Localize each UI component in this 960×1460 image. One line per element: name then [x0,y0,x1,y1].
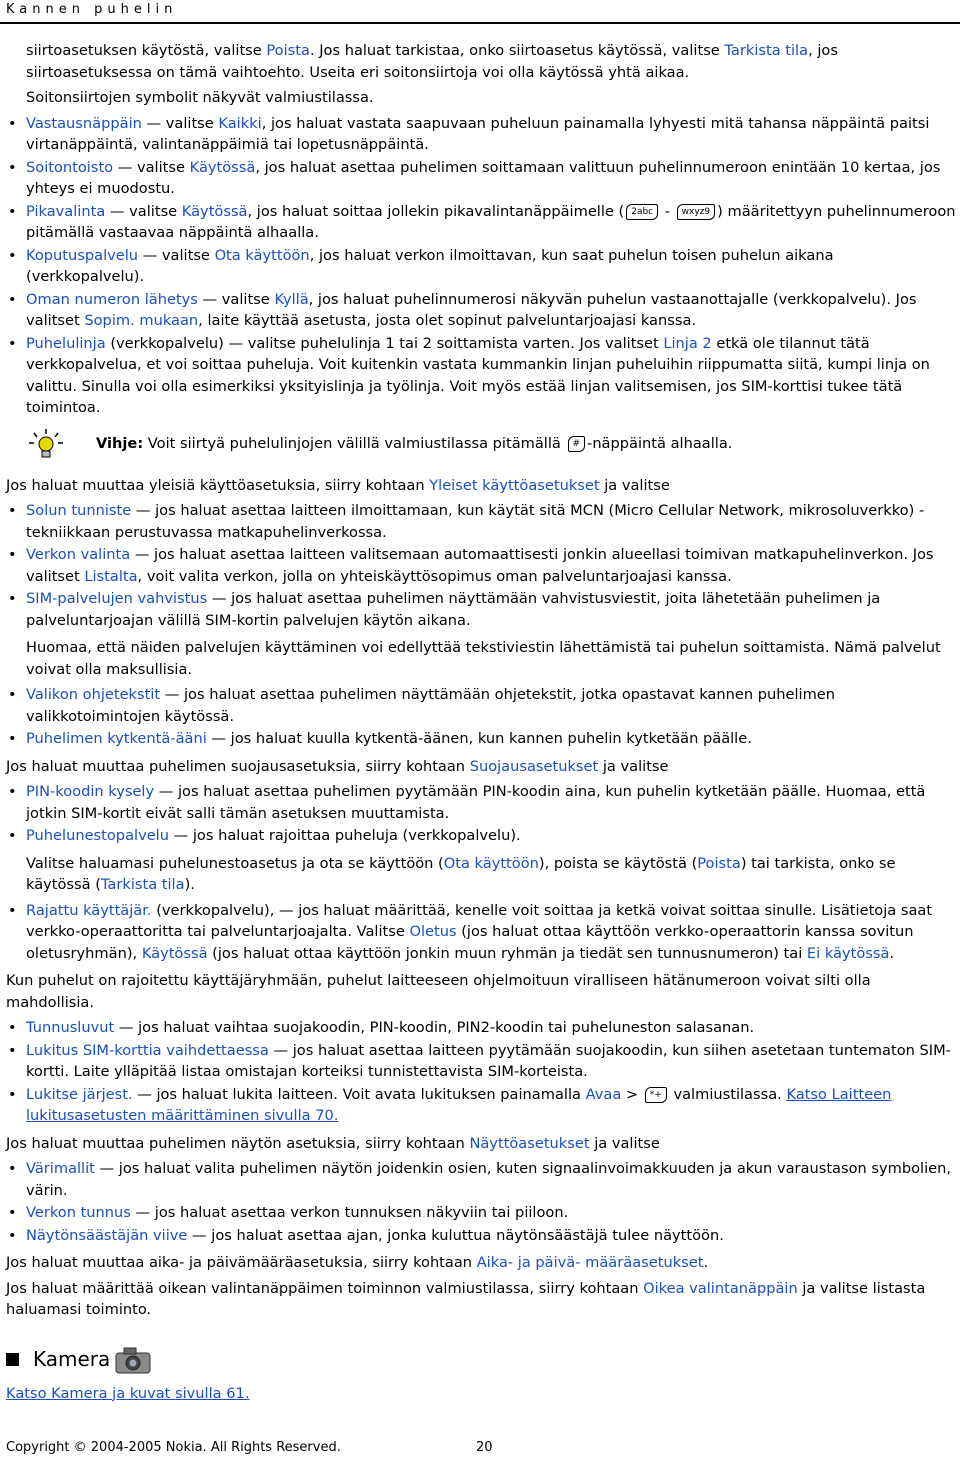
text: — jos haluat asettaa puhelimen näyttämään vahvistusviestit, joita lähetetään puhelimen ja palveluntarjoajan välillä SIM-kortin palvelujen käytön aikana. [26,590,881,629]
list-item [6,113,956,156]
link-device-lock[interactable]: Katso Laitteen lukitusasetusten määrittäminen sivulla 70. [26,1085,892,1124]
option-avaa: Avaa [585,1085,622,1103]
text: Jos haluat määrittää oikean valintanäppäimen toiminnon valmiustilassa, siirry kohtaan [6,1279,644,1297]
lightbulb-icon [26,427,66,461]
heading-square-icon [6,1353,19,1366]
term-vastausnappain: Vastausnäppäin [26,114,142,132]
term-varimallit: Värimallit [26,1160,95,1177]
list-item [6,245,956,288]
paragraph-time-settings [6,1252,956,1274]
option-oletus: Oletus [409,923,457,940]
paragraph-emergency: Kun puhelut on rajoitettu käyttäjäryhmään, puhelut laitteeseen ohjelmoituun viralliseen hätänumeroon voivat silti olla mahdollisia. [6,972,871,1011]
text: — valitse [105,202,182,220]
key-hash-icon: # [568,436,586,452]
footer-copyright: Copyright © 2004-2005 Nokia. All Rights Reserved. [6,1440,341,1455]
paragraph-general-settings [6,475,956,497]
text: , laite käyttää asetusta, josta olet sopinut palveluntarjoajasi kanssa. [198,312,697,329]
section-title: Kamera [33,1346,111,1371]
text: — jos haluat asettaa laitteen valitsemaan automaattisesti jonkin alueellasi toimivan matkapuhelinverkon. Jos valitset [26,546,934,585]
list-item [6,1202,956,1224]
text: — valitse [141,114,219,132]
term-oman-numeron-lahetys: Oman numeron lähetys [26,290,198,308]
text: (verkkopalvelu) — valitse puhelulinja 1 tai 2 soittamista varten. Jos valitset [105,334,664,352]
security-settings-list-2 [6,900,956,965]
term-solun-tunniste: Solun tunniste [26,502,132,519]
key-2-icon: 2abc [626,204,658,220]
list-item [6,1084,956,1127]
menu-yleiset-kayttoasetukset: Yleiset käyttöasetukset [429,476,600,494]
text: (verkkopalvelu), — jos haluat määrittää, kenelle voit soittaa ja ketkä voivat soittaa sinulle. Lisätietoja saat verkko-operaattoritta tai palveluntarjoajalta. Valitse [26,901,933,940]
option-linja-2: Linja 2 [663,334,712,352]
term-koputuspalvelu: Koputuspalvelu [26,246,139,264]
text: ja valitse listasta haluamasi toiminto. [6,1279,926,1318]
term-puhelunestopalvelu: Puhelunestopalvelu [26,827,169,844]
page-number: 20 [476,1440,493,1455]
tip-text: Voit siirtyä puhelulinjojen välillä valmiustilassa pitämällä [143,434,566,452]
tip-text: -näppäintä alhaalla. [587,434,733,452]
list-item [6,1040,956,1083]
general-settings-list-2 [6,684,956,750]
list-item [6,588,956,631]
text: (jos haluat ottaa käyttöön jonkin muun ryhmän ja tiedät sen tunnusnumeron) tai [207,944,807,962]
text: — jos haluat asettaa ajan, jonka kuluttua näytönsäästäjä tulee näyttöön. [187,1226,724,1244]
text: valmiustilassa. [668,1085,787,1103]
term-puhelulinja: Puhelulinja [26,334,106,352]
text: — jos haluat vaihtaa suojakoodin, PIN-koodin, PIN2-koodin tai puheluneston salasanan. [114,1019,755,1036]
text: — valitse [113,158,190,176]
term-naytonsaastajan-viive: Näytönsäästäjän viive [26,1226,188,1244]
list-item [6,728,956,750]
text: — jos haluat rajoittaa puheluja (verkkopalvelu). [169,827,521,844]
term-verkon-tunnus: Verkon tunnus [26,1204,131,1221]
option-tarkista-tila: Tarkista tila [724,42,809,59]
paragraph-kamera [6,1383,956,1405]
term-verkon-valinta: Verkon valinta [26,546,131,563]
term-pin-koodin-kysely: PIN-koodin kysely [26,783,155,800]
list-item [6,333,956,419]
key-star-icon: *+ [645,1087,667,1103]
text: — jos haluat asettaa verkon tunnuksen näkyviin tai piiloon. [130,1204,569,1221]
term-lukitus-sim: Lukitus SIM-korttia vaihdettaessa [26,1041,269,1059]
text: ) tai tarkista, onko se käytössä ( [26,854,896,893]
list-item [6,825,956,847]
paragraph-symbols: Soitonsiirtojen symbolit näkyvät valmiustilassa. [26,89,374,106]
link-kamera[interactable]: Katso Kamera ja kuvat sivulla 61. [6,1384,250,1402]
list-item [6,1017,956,1039]
text: (jos haluat ottaa käyttöön verkko-operaattorin kanssa sovitun oletusryhmän), [26,923,914,962]
text: , jos haluat asettaa puhelimen soittamaan valittuun puhelinnumeroon enintään 10 kertaa, jos yhteys ei muodostu. [26,158,941,197]
text: . [889,944,895,962]
text: etkä ole tilannut tätä verkkopalvelua, et voi soittaa puheluja. Voit kuitenkin vastata kummankin linjan puheluihin riippumatta siitä, kumpi linja on valittu. Sinulla voi olla esimerkiksi yksityislinja ja työlinja. Voit myös estää linjan valitsemisen, jos SIM-korttisi tukee tätä toimintoa. [26,334,930,416]
text: — jos haluat lukita laitteen. Voit avata lukituksen painamalla [132,1085,586,1103]
tip-box [26,427,956,461]
text: Jos haluat muuttaa yleisiä käyttöasetuksia, siirry kohtaan [6,476,430,494]
list-item [6,1225,956,1247]
list-item [6,500,956,543]
option-kaytossa: Käytössä [189,158,256,176]
term-kytkenta-aani: Puhelimen kytkentä-ääni [26,730,207,747]
key-9-icon: wxyz9 [677,204,715,220]
text: > [621,1085,643,1103]
text: , jos haluat soittaa jollekin pikavalintanäppäimelle ( [247,202,625,220]
option-listalta: Listalta [84,567,138,585]
term-lukitse-jarjest: Lukitse järjest. [26,1085,133,1103]
text: , jos haluat verkon ilmoittavan, kun saat puhelun toisen puhelun aikana (verkkopalvelu). [26,246,834,285]
text: — valitse [138,246,215,264]
list-item [6,544,956,587]
text: Jos haluat muuttaa puhelimen näytön asetuksia, siirry kohtaan [6,1134,470,1152]
section-heading-kamera [6,1343,956,1377]
security-settings-list-3 [6,1017,956,1127]
term-tunnusluvut: Tunnusluvut [26,1019,115,1036]
option-ota-kayttoon: Ota käyttöön [443,854,539,872]
text: . [703,1254,709,1271]
option-sopim-mukaan: Sopim. mukaan [84,312,199,329]
text: — valitse [197,290,275,308]
list-item [6,289,956,332]
paragraph-right-selection-key [6,1278,956,1321]
option-kaytossa: Käytössä [141,944,208,962]
text: — jos haluat asettaa puhelimen näyttämään ohjetekstit, jotka opastavat kannen puhelimen valikkotoimintojen käytössä. [26,686,836,725]
running-header: Kannen puhelin [6,2,178,17]
header-rule [0,22,960,24]
call-settings-list [6,113,956,419]
text: , voit valita verkon, jolla on yhteiskäyttösopimus oman palveluntarjoajasi kanssa. [137,567,732,585]
term-pikavalinta: Pikavalinta [26,202,106,220]
list-item [6,684,956,727]
list-item [6,1158,956,1201]
text: — jos haluat kuulla kytkentä-äänen, kun kannen puhelin kytketään päälle. [206,730,752,747]
menu-suojausasetukset: Suojausasetukset [469,757,599,775]
term-valikon-ohjetekstit: Valikon ohjetekstit [26,686,161,703]
term-sim-palvelujen-vahvistus: SIM-palvelujen vahvistus [26,590,208,607]
paragraph-sim-note: Huomaa, että näiden palvelujen käyttäminen voi edellyttää tekstiviestin lähettämistä tai puhelun soittamista. Nämä palvelut voivat olla maksullisia. [26,639,941,678]
list-item [6,157,956,200]
text: - [660,202,675,220]
text: ) määritettyyn puhelinnumeroon pitämällä vastaavaa näppäintä alhaalla. [26,202,956,241]
option-ei-kaytossa: Ei käytössä [806,944,890,962]
text: . Jos haluat tarkistaa, onko siirtoasetus käytössä, valitse [309,42,725,59]
text: siirtoasetuksen käytöstä, valitse [26,42,267,59]
text: ), poista se käytöstä ( [538,854,698,872]
menu-nayttoasetukset: Näyttöasetukset [469,1134,590,1152]
security-settings-list [6,781,956,847]
text: — jos haluat asettaa laitteen pyytämään suojakoodin, kun siihen asetetaan tuntematon SIM-kortti. Laite ylläpitää listaa omistajan korteiksi tunnistettavista SIM-korteista. [26,1041,951,1080]
general-settings-list [6,500,956,631]
option-kylla: Kyllä [274,290,309,308]
list-item [6,900,956,965]
text: — jos haluat asettaa laitteen ilmoittamaan, kun käytät sitä MCN (Micro Cellular Network, mikrosoluverkko) -tekniikkaan perustuvassa matkapuhelinverkossa. [26,502,925,541]
text: , jos haluat puhelinnumerosi näkyvän puhelun vastaanottajalle (verkkopalvelu). Jos valitset [26,290,917,329]
display-settings-list [6,1158,956,1246]
text: Jos haluat muuttaa puhelimen suojausasetuksia, siirry kohtaan [6,757,470,775]
menu-oikea-valintanappain: Oikea valintanäppäin [643,1279,798,1297]
text: — jos haluat asettaa puhelimen pyytämään PIN-koodin aina, kun puhelin kytketään päälle. Huomaa, että jotkin SIM-kortit eivät salli tämän asetuksen muuttamista. [26,783,926,822]
paragraph-security-settings [6,756,956,778]
document-body [6,40,956,1408]
term-rajattu-kayttajar: Rajattu käyttäjär. [26,901,152,919]
camera-icon [112,1343,156,1377]
paragraph-barring [26,853,956,896]
tip-label: Vihje: [96,434,144,452]
option-poista: Poista [697,854,741,872]
paragraph-forwarding [26,40,956,83]
option-poista: Poista [266,42,310,59]
menu-aika-paivamaara: Aika- ja päivä- määräasetukset [476,1254,704,1271]
option-kaikki: Kaikki [218,114,262,132]
text: Valitse haluamasi puhelunestoasetus ja ota se käyttöön ( [26,854,444,872]
text: Jos haluat muuttaa aika- ja päivämääräasetuksia, siirry kohtaan [6,1254,477,1271]
option-kaytossa: Käytössä [181,202,248,220]
text: ja valitse [599,476,670,494]
paragraph-display-settings [6,1133,956,1155]
list-item [6,781,956,824]
text: ja valitse [589,1134,660,1152]
text: , jos haluat vastata saapuvaan puheluun painamalla lyhyesti mitä tahansa näppäintä paitsi virtanäppäintä, valintanäppäimiä tai lopetusnäppäintä. [26,114,930,153]
text: , jos siirtoasetuksessa on tämä vaihtoehto. Useita eri soitonsiirtoja voi olla käytössä yhtä aikaa. [26,42,838,81]
option-ota-kayttoon: Ota käyttöön [214,246,310,264]
text: — jos haluat valita puhelimen näytön joidenkin osien, kuten signaalinvoimakkuuden ja akun varaustason symbolien, värin. [26,1160,952,1199]
text: ja valitse [598,757,669,775]
term-soitontoisto: Soitontoisto [26,158,114,176]
text: ). [184,876,195,893]
list-item [6,201,956,244]
option-tarkista-tila: Tarkista tila [100,876,185,893]
